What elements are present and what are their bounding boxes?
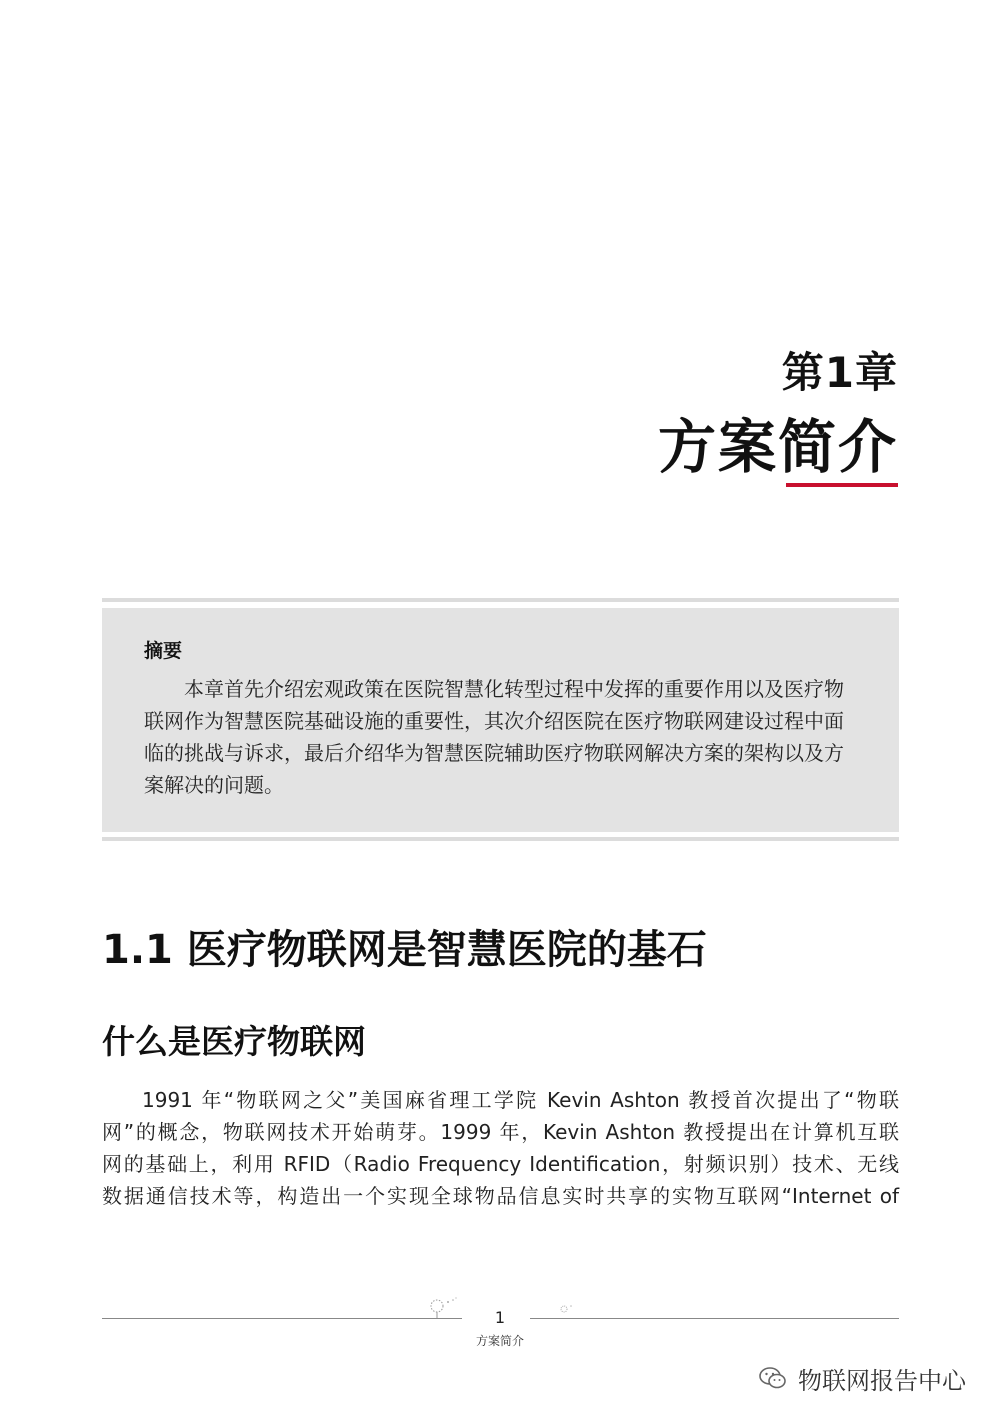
- wechat-icon: [758, 1365, 788, 1391]
- watermark-text: 物联网报告中心: [798, 1366, 966, 1395]
- abstract-body: 本章首先介绍宏观政策在医院智慧化转型过程中发挥的重要作用以及医疗物联网作为智慧医院基础设施的重要性，其次介绍医院在医疗物联网建设过程中面临的挑战与诉求，最后介绍华为智慧医院辅助医疗物联网解决方案的架构以及方案解决的问题。: [144, 677, 844, 797]
- paragraph-line: 1991 年“物联网之父”美国麻省理工学院 Kevin Ashton 教授首次提出了“物联: [142, 1088, 899, 1112]
- body-paragraph: [102, 1084, 899, 1212]
- paragraph-line: 数据通信技术等，构造出一个实现全球物品信息实时共享的实物互联网“Internet of: [102, 1184, 899, 1208]
- page-number: 1: [494, 1308, 506, 1327]
- paragraph-line: 网的基础上，利用 RFID（Radio Frequency Identification，射频识别）技术、无线: [102, 1152, 899, 1176]
- section-title: 1.1 医疗物联网是智慧医院的基石: [102, 927, 707, 973]
- abstract-box: [102, 608, 899, 832]
- abstract-heading: 摘要: [144, 640, 183, 662]
- watermark: [758, 1358, 966, 1398]
- chapter-underline: [786, 483, 898, 487]
- footer-rule-right: [530, 1318, 899, 1319]
- subsection-title: 什么是医疗物联网: [102, 1022, 366, 1061]
- abstract-top-bar: [102, 598, 899, 602]
- chapter-title: 方案简介: [657, 413, 898, 481]
- paragraph-line: 网”的概念，物联网技术开始萌芽。1999 年，Kevin Ashton 教授提出在计算机互联: [102, 1120, 899, 1144]
- abstract-bottom-bar: [102, 837, 899, 841]
- seed-icon: [556, 1296, 586, 1318]
- page-caption: 方案简介: [475, 1334, 524, 1348]
- dandelion-icon: [428, 1296, 458, 1318]
- chapter-number: 第1章: [781, 348, 898, 397]
- footer-rule-left: [102, 1318, 462, 1319]
